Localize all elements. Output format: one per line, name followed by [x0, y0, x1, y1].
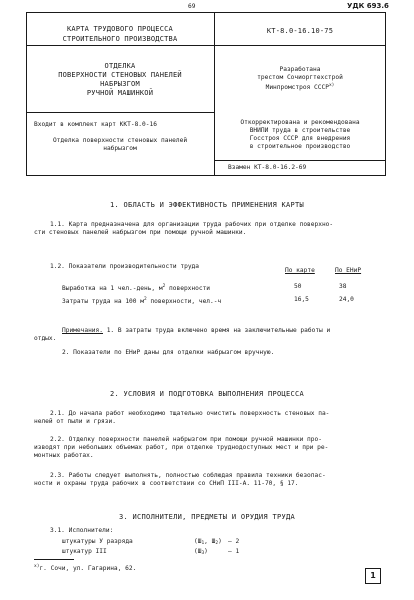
col-card-header: По карте [285, 267, 315, 274]
row2-enir-value: 24,0 [339, 296, 354, 303]
kit-label: Входит в комплект карт ККТ-8.0-16 [34, 121, 157, 128]
worker2-count: – 1 [228, 548, 240, 555]
note2: 2. Показатели по ЕНиР даны для отделки набрызгом вручную. [62, 349, 275, 356]
worker1-label: штукатуры У разряда [62, 538, 133, 545]
footnote-rule [34, 559, 74, 560]
top-page-number: 69 [188, 3, 196, 10]
work-title-line1: ОТДЕЛКА [104, 62, 136, 70]
section1-p1-line1: 1.1. Карта предназначена для организации труда рабочих при отделке поверхно- [50, 221, 334, 228]
section3-p1-label: 3.1. Исполнители: [50, 527, 114, 534]
section2-p3-line2: ности и охраны труда рабочих в соответствии со СНиП III-А. 11-70, § 17. [34, 480, 299, 487]
section2-p1-line2: нелей от пыли и грязи. [34, 418, 116, 425]
section2-title: 2. УСЛОВИЯ И ПОДГОТОВКА ВЫПОЛНЕНИЯ ПРОЦЕССА [109, 390, 305, 398]
row2-card-value: 16,5 [294, 296, 309, 303]
developed-line3: Минпромстроя СССР$^{x)}$ [265, 83, 335, 91]
section2-p2-line3: монтных работах. [34, 452, 94, 459]
row2-label: Затраты труда на 100 $м^2$ поверхности, чел.-ч [62, 297, 222, 305]
section3-title: 3. ИСПОЛНИТЕЛИ, ПРЕДМЕТЫ И ОРУДИЯ ТРУДА [118, 513, 296, 521]
card-type-title-line1: КАРТА ТРУДОВОГО ПРОЦЕССА [67, 25, 173, 33]
work-title-line3: НАБРЫЗГОМ [100, 80, 140, 88]
col-enir-header: По ЕНиР [335, 267, 362, 274]
developed-line2: трестом Сочиоргтехстрой [257, 74, 343, 81]
corrected-line1: Откорректирована и рекомендована [240, 119, 360, 126]
work-title-line2: ПОВЕРХНОСТИ СТЕНОВЫХ ПАНЕЛЕЙ [58, 71, 182, 79]
header-divider-1 [26, 45, 386, 46]
row1-label: Выработка на 1 чел.-день, $м^2$ поверхности [62, 284, 211, 292]
row1-enir-value: 38 [339, 283, 347, 290]
header-divider-left [26, 112, 214, 113]
section2-p1-line1: 2.1. До начала работ необходимо тщательно очистить поверхность стеновых па- [50, 410, 330, 417]
replaces-note: Взамен КТ-8.0-16.2-69 [228, 164, 307, 171]
udk-code: УДК 693.6 [347, 2, 389, 10]
card-type-title-line2: СТРОИТЕЛЬНОГО ПРОИЗВОДСТВА [62, 35, 178, 43]
worker2-code: $(Ш_3)$ [194, 548, 208, 556]
section1-title: 1. ОБЛАСТЬ И ЭФФЕКТИВНОСТЬ ПРИМЕНЕНИЯ КАРТЫ [109, 201, 305, 209]
section1-p1-line2: сти стеновых панелей набрызгом при помощи ручной машинки. [34, 229, 247, 236]
section2-p3-line1: 2.3. Работы следует выполнять, полностью соблюдая правила техники безопас- [50, 472, 326, 479]
corrected-line3: Госстроя СССР для внедрения [249, 135, 351, 142]
developed-line1: Разработана [279, 66, 321, 73]
footnote: $^{x)}$г. Сочи, ул. Гагарина, 62. [34, 564, 137, 572]
section1-p2-label: 1.2. Показатели производительности труда [50, 263, 200, 270]
kit-desc-line1: Отделка поверхности стеновых панелей [52, 137, 188, 144]
section2-p2-line1: 2.2. Отделку поверхности панелей набрызгом при помощи ручной машинки про- [50, 436, 322, 443]
row1-card-value: 50 [294, 283, 302, 290]
corrected-line2: ВНИПИ труда в строительстве [249, 127, 351, 134]
kit-desc-line2: набрызгом [103, 145, 137, 152]
worker1-count: – 2 [228, 538, 240, 545]
section2-p2-line2: изводят при небольших объемах работ, при отделке труднодоступных мест и при ре- [34, 444, 329, 451]
worker1-code: ($Ш_1$, $Ш_2$) [194, 538, 222, 546]
corrected-line4: в строительное производство [249, 143, 351, 150]
work-title-line4: РУЧНОЙ МАШИНКОЙ [86, 89, 154, 97]
page-number-box: 1 [365, 568, 381, 584]
header-divider-vertical [214, 12, 215, 176]
worker2-label: штукатур III [62, 548, 107, 555]
note1-line1: Примечания. 1. В затраты труда включено время на заключительные работы и [62, 327, 331, 334]
note1-line2: отдых. [34, 335, 57, 342]
header-divider-right [214, 160, 386, 161]
card-code: КТ-8.0-16.10-75 [266, 27, 334, 35]
